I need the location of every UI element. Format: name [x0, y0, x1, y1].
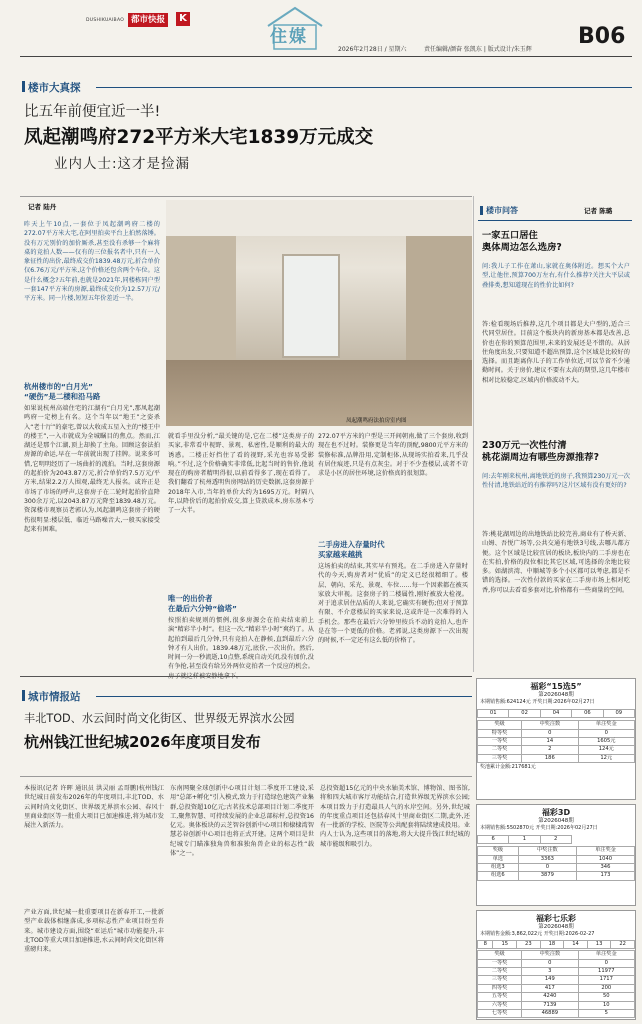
paper-logo	[86, 12, 172, 30]
cell: 7139	[522, 1001, 578, 1009]
cell: 单注奖金	[578, 721, 634, 729]
cell: 奖级	[478, 951, 522, 959]
qa-answer-1: 答:检看现场后推荐,这几个项目都是大户型的,适合三代同堂居住。目前这个板块内的新房基本都是改善,总价也在你的预算范围里,未来的发展还是不错的。从居住角度出发,只要知道不超出预算,这个区域是比较好的选择。而且距离你儿子的工作单位近,可以节省不少通勤时间。关于房价,建议不要有太高的期望,这几年楼市相对比较稳定,区域内价格波动不大。	[482, 321, 630, 384]
issue-date: 2026年2月28日 / 星期六	[338, 46, 407, 53]
city-body-1: 本报讯(记者 许晖 通讯员 洪灵丽 孟哥鹏)杭州钱江世纪城日前发布2026年的年度项目,丰北TOD、水云间时尚文化街区、世界级无界滨水公园、春风十里商业街区等一批重大项目已加速推进,将为城市发展注入新活力。	[24, 785, 164, 830]
lottery-3d-date: 本期销售额:5502870元 开奖日期:2026年02月27日	[480, 825, 598, 832]
editor-line: 责任编辑/颜奋 张凯东 | 版式设计/朱玉辉	[424, 46, 532, 53]
lottery-15x5-numbers	[477, 709, 635, 718]
cell: 3	[522, 968, 578, 976]
market-deck: 业内人士:这才是捡漏	[54, 156, 191, 172]
qa-title-1: 一家五口居住 奥体周边怎么选房?	[482, 230, 562, 253]
city-body-3: 东南网聚全球创新中心项目计划二季度开工建设,采用“总部+孵化”引入模式,致力于打造绿色建筑产业集群,总投资超10亿元;古茗技术总部项目计划二季度开工,聚焦智慧、可持续发展的企业总部标杆,总投资16亿元。奥体板块的云芝智谷创新中心项目和棣棣湾智慧芯谷创新中心项目也将正式开建。这两个项目是世纪城专门瞄准独角兽和准独角兽企业的标志性“载体”之一。	[170, 785, 314, 858]
cell: 二等奖	[478, 968, 522, 976]
cell: 0	[522, 729, 578, 737]
lottery-15x5-title: 福彩“15选5”	[530, 682, 582, 691]
lottery-number: 1	[509, 835, 540, 843]
market-subhead-2: 唯一的出价者 在最后六分钟“偷塔”	[168, 594, 237, 613]
cell: 3879	[518, 872, 576, 880]
market-body-5: 这场拍卖的结束,其实早有预兆。在二手房进入存量时代的今天,购房者对“优质”的定义已经很精细了。楼层、朝向、采光、景观、车位……每一个因素都在被买家放大审视。这套房子的二楼属性,刚好被放大检视。对于追求居住品质的人来说,它确实有硬伤;但对于预算有限、不介意楼层的买家来说,这或许是一次难得的入手机会。那些在最后六分钟里按兵不动的竞拍人,也许是在等一个更低的价格。老郭说,这类房源下一次出现的时候,不一定还有这么低的价格了。	[318, 563, 468, 645]
lottery-number: 06	[572, 709, 603, 717]
market-subhead-3: 二手房进入存量时代 买家越来越挑	[318, 540, 385, 559]
city-kicker: 丰北TOD、水云间时尚文化街区、世界级无界滨水公园	[24, 712, 295, 725]
header-rule	[20, 56, 632, 57]
cell: 组选3	[478, 864, 519, 872]
market-body-4: 272.07平方米的户型是三开间朝南,做了三个套房,收到现在也不过时。装修更是当年的顶配,9800元平方米的装修标准,品牌沿用,定制柜体,从现场实拍看来,几乎没有居住痕迹,只是有点灰尘。对于不少查楼层,或者不苛求是小区的居住环境,这价格真的很划算。	[318, 433, 468, 478]
paper-name-cn: 都市快报	[128, 13, 168, 27]
lottery-box-qilecai	[476, 910, 636, 1020]
cell: 50	[578, 993, 634, 1001]
market-section-bar	[22, 81, 25, 92]
lottery-qlc-numbers	[477, 940, 635, 949]
city-section-rule	[96, 696, 472, 697]
market-byline: 记者 陆丹	[28, 203, 57, 211]
lottery-15x5-pool: 奖池累计金额:217681元	[480, 764, 536, 771]
cell: 中奖注数	[522, 951, 578, 959]
city-headline-rule	[20, 776, 472, 777]
cell: 124元	[578, 746, 634, 754]
lottery-3d-prizes	[477, 846, 635, 881]
lottery-qlc-prizes	[477, 950, 635, 1018]
cell: 组选6	[478, 872, 519, 880]
market-kicker: 比五年前便宜近一半!	[24, 104, 161, 120]
cell: 2	[522, 746, 578, 754]
cell: 3363	[518, 855, 576, 863]
cell: 五等奖	[478, 993, 522, 1001]
cell: 三等奖	[478, 754, 522, 762]
cell: 奖级	[478, 721, 522, 729]
qa-section-bar	[480, 206, 483, 215]
cell: 六等奖	[478, 1001, 522, 1009]
cell: 单注奖金	[578, 951, 634, 959]
lottery-number: 15	[493, 940, 517, 948]
qa-question-1: 问:我儿子工作在萧山,家就在奥体附近。想买个大户型,让他住,预算700万左右,有什么推荐?关注大平层或叠排类,想知道现在的性价比如何?	[482, 263, 630, 289]
cell: 二等奖	[478, 746, 522, 754]
cell: 单注奖金	[576, 847, 634, 855]
qa-title-2: 230万元一次性付清 桃花湖周边有哪些房源推荐?	[482, 440, 599, 463]
photo-floor	[166, 360, 472, 426]
cell: 0	[518, 864, 576, 872]
cell: 0	[578, 959, 634, 967]
cell: 中奖注数	[522, 721, 578, 729]
market-body-1: 如果说杭州高端住宅的江湖有“白月光”,那凤起潮鸣府一定榜上有名。这个当年以“地王”之姿杀入“老十厅”的豪宅,曾以大收成五星入主的“楼王中的楼王”,一入市就成为全城瞩目的焦点。然而,江湖还是那个江湖,顶上却换了主角。回顾这套法拍房源的命运,早在一年前就出现了挂牌。说来多可惜,它明明经历了一场曲折的流拍。当时,这套房源的起拍价为2043.87万元,折合单价约7.5万元/平方米,结果2.2万人围观,最终无人报名。或许正是市场了市场的呼声,这套房子在二轮时起拍价直降300余万元,以2043.87万元降至1839.48万元。资深楼市观察员老郭认为,凤起潮鸣这套房子的硬伤很明显:楼层低、临近马路噪音大,一般买家接受起来有困难。	[24, 405, 160, 533]
lottery-number: 02	[509, 709, 540, 717]
cell: 单选	[478, 855, 519, 863]
city-body-4: 总投资超15亿元的中央水轴美术馆、博物馆、图书馆,将和四大城市客厅功能结合,打造世界级无界滨水公园;本项目致力于打造最具人气的水岸空间。另外,世纪城的年度重点项目还包括春风十里商业街区二期,此外,还有一批新的学校、医院等公共配套将陆续建成投用。业内人士认为,这些项目的落地,将大大提升钱江世纪城的城市能级和吸引力。	[320, 785, 470, 848]
market-photo	[166, 200, 472, 426]
cell: 10	[578, 1001, 634, 1009]
qa-byline: 记者 陈璐	[584, 207, 613, 215]
lottery-15x5-date: 本期销售额:624124元 开奖日期:2026年02月27日	[480, 699, 595, 706]
city-section-bar	[22, 690, 25, 701]
qa-question-2: 问:去年刚来杭州,离地铁近的房子,我预算230万元一次性付清,地铁站近的有推荐吗?这片区域有没有更好的?	[482, 473, 630, 490]
lottery-3d-title: 福彩3D	[541, 808, 571, 817]
lottery-number: 8	[478, 940, 493, 948]
market-col-divider	[473, 196, 474, 672]
lottery-number: 6	[478, 835, 509, 843]
cell: 4240	[522, 993, 578, 1001]
lottery-qlc-issue: 第2026048期	[538, 924, 574, 930]
city-body-2: 产业方面,世纪城一批重要项目在新春开工,一批新型产业载体相继落成,多项标志性产业项目纷至沓来。城市建设方面,围绕“亚运后”城市功能提升,丰北TOD等重大项目加速推进,水云间时尚文化街区将重磅归来。	[24, 909, 164, 954]
cell: 1717	[578, 976, 634, 984]
cell: 0	[522, 959, 578, 967]
lottery-number: 01	[478, 709, 509, 717]
lottery-3d-numbers	[477, 835, 572, 844]
cell: 0	[578, 729, 634, 737]
cell: 七等奖	[478, 1010, 522, 1018]
cell: 200	[578, 984, 634, 992]
page-number: B06	[578, 24, 626, 49]
photo-caption: 凤起潮鸣府法拍房室内图	[346, 418, 407, 424]
paper-k-icon: K	[176, 12, 190, 26]
qa-section-title: 楼市问答	[486, 206, 518, 215]
lottery-box-15x5	[476, 678, 636, 800]
paper-name-small: DUSHIKUAIBAO	[86, 18, 125, 23]
section-logo-text: 住媒	[270, 27, 308, 47]
cell: 173	[576, 872, 634, 880]
masthead	[0, 0, 642, 62]
cell: 1040	[576, 855, 634, 863]
qa-answer-2: 答:桃花湖周边的出地铁站比较完善,商业有了桥天新、山姆、吾悦广场等,公共交通有地铁3号线,去哪儿都方便。这个区域是比较宜居的板块,板块内的二手房也在在实拍,价格的段位相比其它区域,可选择的余地比较多。如湖滨湾、中顺城等多个小区都可以考虑,都是不错的选择。一次性付款的买家在二手房市场上相对吃香,你可以去看看多套对比,价格都有一些商量的空间。	[482, 531, 630, 594]
market-section-title: 楼市大真探	[28, 82, 81, 94]
market-headline-rule	[20, 196, 472, 197]
market-headline: 凤起潮鸣府272平方米大宅1839万元成交	[24, 127, 374, 148]
city-headline: 杭州钱江世纪城2026年度项目发布	[24, 733, 261, 751]
lottery-qlc-date: 本期销售金额:3,862,022元 开奖日期:2026-02-27	[480, 931, 595, 938]
cell: 一等奖	[478, 738, 522, 746]
photo-window	[282, 254, 340, 358]
cell: 46889	[522, 1010, 578, 1018]
photo-ceiling	[166, 200, 472, 236]
cell: 149	[522, 976, 578, 984]
lottery-number: 14	[564, 940, 588, 948]
lottery-number: 2	[540, 835, 571, 843]
city-section-title: 城市情报站	[28, 691, 81, 703]
market-lead: 昨天上午10点,一套位于凤起潮鸣府二楼的272.07平方米大宅,在阿里拍卖平台上拍然落锤。没有万元别价的加价厮杀,甚至没有杀够一个麻将桌的竞拍人数——仅有的三位报名者中,只有一人象征性的出价,最终成交价1839.48万元,折合单价仅6.76万元/平方米,这个价格还包含两个车位。这是什么概念?五年前,也就是2021年,同楼栋同户型一套147平方米的房源,最终成交价为12.57万元/平方米。同一片楼,短短五年价差近一半。	[24, 221, 160, 303]
cell: 11977	[578, 968, 634, 976]
cell: 三等奖	[478, 976, 522, 984]
cell: 5	[578, 1010, 634, 1018]
cell: 417	[522, 984, 578, 992]
lottery-3d-issue: 第2026048期	[538, 818, 574, 824]
lottery-number: 04	[540, 709, 571, 717]
lottery-number: 22	[611, 940, 635, 948]
lottery-number: 18	[540, 940, 564, 948]
cell: 186	[522, 754, 578, 762]
lottery-15x5-issue: 第2026048期	[538, 692, 574, 698]
cell: 346	[576, 864, 634, 872]
cell: 14	[522, 738, 578, 746]
market-section-rule	[96, 87, 632, 88]
lottery-number: 23	[517, 940, 541, 948]
market-subhead-1: 杭州楼市的“白月光” “硬伤”是二楼和沿马路	[24, 382, 101, 401]
qa-rule	[478, 220, 632, 221]
lottery-box-3d	[476, 804, 636, 906]
lottery-15x5-prizes	[477, 720, 635, 763]
cell: 特等奖	[478, 729, 522, 737]
city-top-rule	[20, 676, 472, 677]
cell: 1605元	[578, 738, 634, 746]
cell: 12元	[578, 754, 634, 762]
lottery-number: 13	[587, 940, 611, 948]
cell: 奖级	[478, 847, 519, 855]
cell: 中奖注数	[518, 847, 576, 855]
cell: 四等奖	[478, 984, 522, 992]
market-body-2: 就看手里没分析,“最关键的是,它在二楼”这类房子的买家,非常看中视野、景观、私密性,是顺利的最大的诱惑。二楼正好挡住了看的视野,采光也容易受影响。”不过,这个价格确实非常低,比起当时的售价,他说现在的购房者精明得很,以前看得多了,现在看得了。我们翻看了杭州透明售房网站的历史数据,这套房源于2018年入市,当年的单价大约为1695万元。时隔八年,以降价后的起拍价成交,算上贷款成本,房东基本亏了一大半。	[168, 433, 314, 515]
lottery-qlc-title: 福彩七乐彩	[536, 914, 576, 923]
lottery-number: 09	[603, 709, 634, 717]
cell: 一等奖	[478, 959, 522, 967]
market-body-3: 按照拍卖规则的惯例,很多房源会在拍卖结束前上演“精彩半小时”。但这一次,“精彩半小时”爽约了。从起拍到最后几分钟,只有竞拍人在静候,直到最后六分钟才有人出价。1839.48万元,底价,一次出价。然后,时间一分一秒流逝,10点整,系统自动关闭,没有加价,没有争抢,甚至没有给另外两位竞拍者一个反应的机会。	[168, 617, 314, 671]
